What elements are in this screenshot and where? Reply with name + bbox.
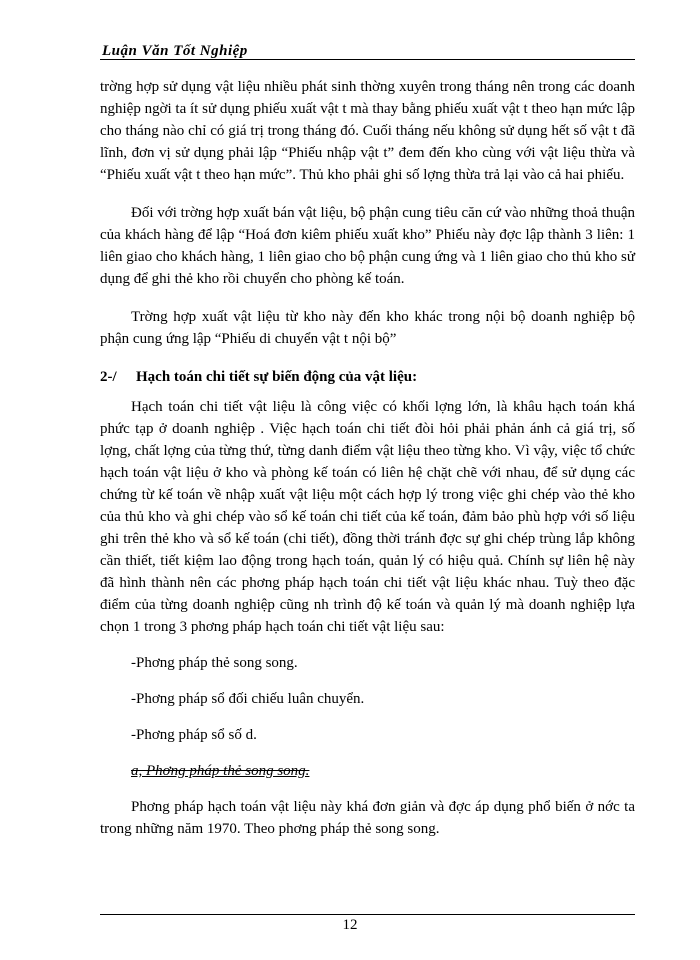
list-item: -Phơng pháp sổ số d. [131, 727, 257, 743]
paragraph-5: Phơng pháp hạch toán vật liệu này khá đơn giản và đợc áp dụng phổ biến ở nớc ta trong những năm 1970. Theo phơng pháp thẻ song song. [100, 799, 635, 837]
page-content [100, 76, 635, 840]
section-heading [100, 366, 635, 388]
paragraph-4: Hạch toán chi tiết vật liệu là công việc có khối lợng lớn, là khâu hạch toán khá phức tạp ở doanh nghiệp . Việc hạch toán chi tiết đòi hỏi phải phản ánh cả giá trị, số lợng, chất lợng của từng thứ, từng danh điểm vật liệu theo từng kho. Vì vậy, việc tổ chức hạch toán vật liệu ở kho và phòng kế toán có liên hệ chặt chẽ với nhau, để sử dụng các chứng từ kế toán về nhập xuất vật liệu một cách hợp lý trong việc ghi chép vào thẻ kho của thủ kho và ghi chép vào sổ kế toán chi tiết của kế toán, đảm bảo phù hợp với số liệu ghi trên thẻ kho và sổ kế toán (chi tiết), đồng thời tránh đợc sự ghi chép trùng lắp không cần thiết, tiết kiệm lao động trong hạch toán, quản lý có hiệu quả. Chính sự liên hệ này đã hình thành nên các phơng pháp hạch toán chi tiết vật liệu khác nhau. Tuỳ theo đặc điểm của từng doanh nghiệp cũng nh trình độ kế toán và quản lý mà doanh nghiệp lựa chọn 1 trong 3 phơng pháp hạch toán chi tiết vật liệu sau: [100, 399, 635, 635]
subheading: a, Phơng pháp thẻ song song. [131, 763, 310, 779]
footer-rule [100, 914, 635, 915]
paragraph-1: trờng hợp sử dụng vật liệu nhiều phát sinh thờng xuyên trong tháng nên trong các doanh nghiệp ngời ta ít sử dụng phiếu xuất vật t mà thay bằng phiếu xuất vật t theo hạn mức lập cho tháng nào chỉ có giá trị trong tháng đó. Cuối tháng nếu không sử dụng hết số vật t đã lĩnh, đơn vị sử dụng phải lập “Phiếu nhập vật t” đem đến kho cùng với vật liệu thừa và “Phiếu xuất vật t theo hạn mức”. Thủ kho phải ghi số lợng thừa trả lại vào cả hai phiếu. [100, 79, 635, 183]
section-title: Hạch toán chi tiết sự biến động của vật liệu: [136, 369, 418, 385]
list-item: -Phơng pháp sổ đối chiếu luân chuyển. [131, 691, 365, 707]
list-item: -Phơng pháp thẻ song song. [131, 655, 298, 671]
running-header-title: Luận Văn Tốt Nghiệp [102, 43, 248, 59]
header-rule [100, 59, 635, 60]
paragraph-2: Đối với trờng hợp xuất bán vật liệu, bộ phận cung tiêu căn cứ vào những thoả thuận của khách hàng để lập “Hoá đơn kiêm phiếu xuất kho” Phiếu này đợc lập thành 3 liên: 1 liên giao cho khách hàng, 1 liên giao cho bộ phận cung ứng và 1 liên giao cho thủ kho sử dụng để ghi thẻ kho rồi chuyển cho phòng kế toán. [100, 205, 635, 287]
page-number: 12 [342, 917, 358, 933]
section-number: 2-/ [100, 369, 117, 385]
paragraph-3: Trờng hợp xuất vật liệu từ kho này đến kho khác trong nội bộ doanh nghiệp bộ phận cung ứng lập “Phiếu di chuyển vật t nội bộ” [100, 309, 635, 347]
